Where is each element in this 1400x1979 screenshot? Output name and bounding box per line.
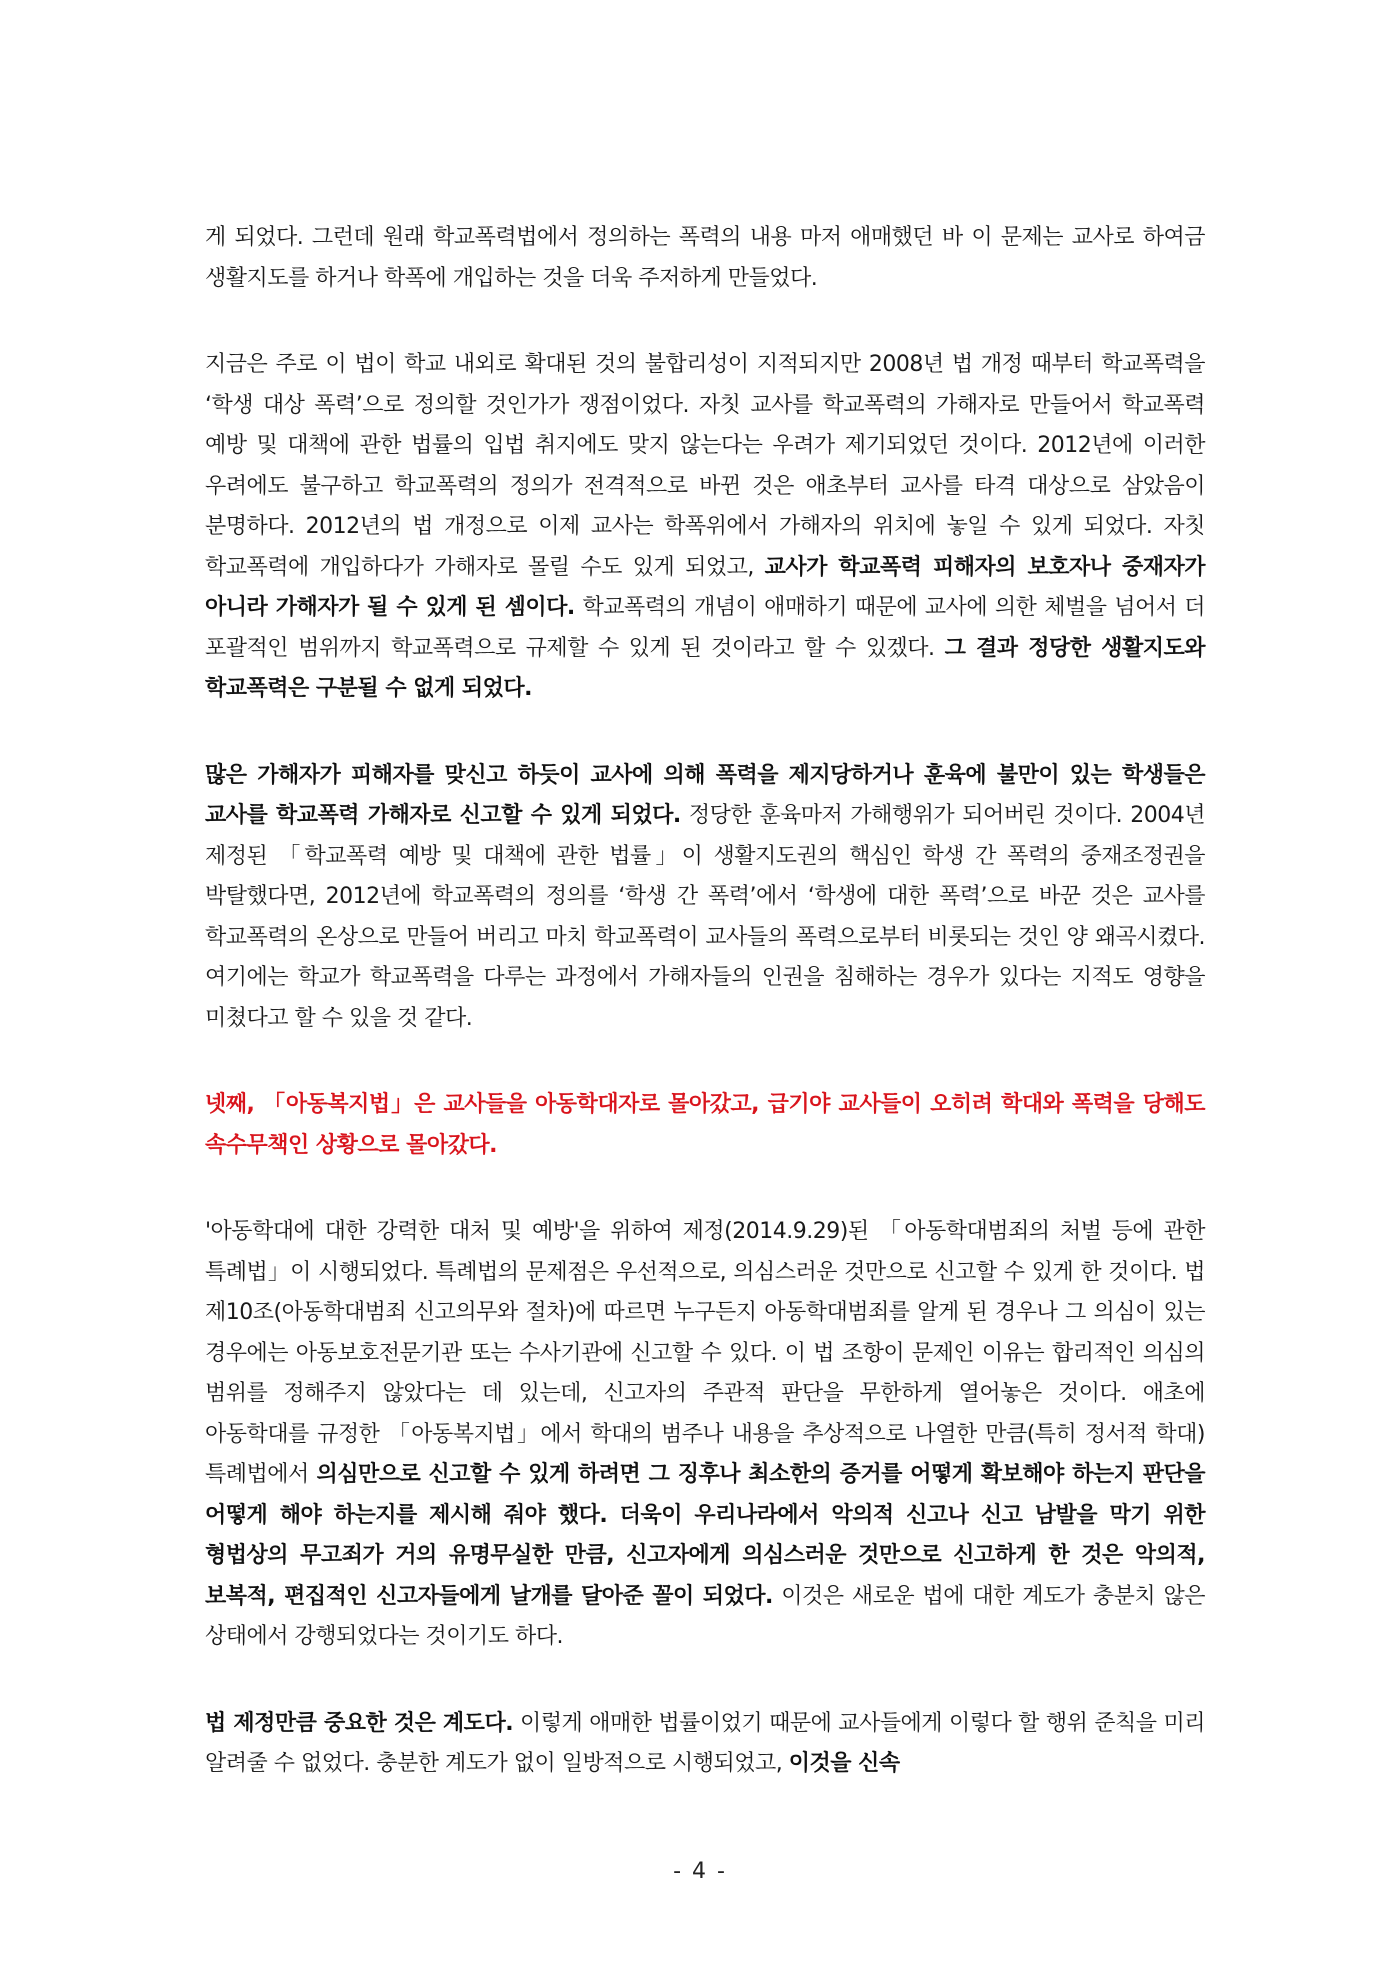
text-segment: 이것은 새로운 법에 대한 계도가 충분치 않은 상태에서 강행되었다는 것이기도 하다. [205,1583,1205,1649]
text-segment: 이렇게 애매한 법률이었기 때문에 교사들에게 이렇다 할 행위 준칙을 미리 알려줄 수 없었다. 충분한 계도가 없이 일방적으로 시행되었고, [205,1710,1205,1776]
bold-text-segment: 많은 가해자가 피해자를 맞신고 하듯이 교사에 의해 폭력을 제지당하거나 훈육에 불만이 있는 학생들은 교사를 학교폭력 가해자로 신고할 수 있게 되었다. [205,762,1205,828]
paragraph-4-heading [205,1085,1205,1166]
text-segment: '아동학대에 대한 강력한 대처 및 예방'을 위하여 제정(2014.9.29)된 「아동학대범죄의 처벌 등에 관한 특례법」이 시행되었다. 특례법의 문제점은 우선적으로, 의심스러운 것만으로 신고할 수 있게 한 것이다. 법 제10조(아동학대범죄 신고의무와 절차)에 따르면 누구든지 아동학대범죄를 알게 된 경우나 그 의심이 있는 경우에는 아동보호전문기관 또는 수사기관에 신고할 수 있다. 이 법 조항이 문제인 이유는 합리적인 의심의 범위를 정해주지 않았다는 데 있는데, 신고자의 주관적 판단을 무한하게 열어놓은 것이다. 애초에 아동학대를 규정한 「아동복지법」에서 학대의 범주나 내용을 추상적으로 나열한 만큼(특히 정서적 학대) 특례법에서 [205,1219,1205,1487]
page-number: - 4 - [673,1859,727,1884]
red-heading-text: 넷째, 「아동복지법」은 교사들을 아동학대자로 몰아갔고, 급기야 교사들이 오히려 학대와 폭력을 당해도 속수무책인 상황으로 몰아갔다. [205,1092,1205,1158]
paragraph-6 [205,1704,1205,1785]
text-segment: 학교폭력의 개념이 애매하기 때문에 교사에 의한 체벌을 넘어서 더 포괄적인 범위까지 학교폭력으로 규제할 수 있게 된 것이라고 할 수 있겠다. [205,595,1206,661]
paragraph-5 [205,1212,1205,1658]
bold-text-segment: 이것을 신속 [788,1751,900,1776]
paragraph-3 [205,756,1205,1040]
bold-text-segment: 교사가 학교폭력 피해자의 보호자나 중재자가 아니라 가해자가 될 수 있게 된 셈이다. [205,554,1205,620]
paragraph-1 [205,218,1205,299]
paragraph-2 [205,345,1205,710]
text-segment: 게 되었다. 그런데 원래 학교폭력법에서 정의하는 폭력의 내용 마저 애매했던 바 이 문제는 교사로 하여금 생활지도를 하거나 학폭에 개입하는 것을 더욱 주저하게 만들었다. [205,225,1205,291]
bold-text-segment: 법 제정만큼 중요한 것은 계도다. [205,1710,514,1736]
bold-text-segment: 그 결과 정당한 생활지도와 학교폭력은 구분될 수 없게 되었다. [205,635,1205,701]
document-body [205,218,1205,1831]
text-segment: 정당한 훈육마저 가해행위가 되어버린 것이다. 2004년 제정된 「학교폭력 예방 및 대책에 관한 법률」이 생활지도권의 핵심인 학생 간 폭력의 중재조정권을 박탈했다면, 2012년에 학교폭력의 정의를 ‘학생 간 폭력’에서 ‘학생에 대한 폭력’으로 바꾼 것은 교사를 학교폭력의 온상으로 만들어 버리고 마치 학교폭력이 교사들의 폭력으로부터 비롯되는 것인 양 왜곡시켰다. 여기에는 학교가 학교폭력을 다루는 과정에서 가해자들의 인권을 침해하는 경우가 있다는 지적도 영향을 미쳤다고 할 수 있을 것 같다. [205,803,1205,1031]
text-segment: 지금은 주로 이 법이 학교 내외로 확대된 것의 불합리성이 지적되지만 2008년 법 개정 때부터 학교폭력을 ‘학생 대상 폭력’으로 정의할 것인가가 쟁점이었다. 자칫 교사를 학교폭력의 가해자로 만들어서 학교폭력 예방 및 대책에 관한 법률의 입법 취지에도 맞지 않는다는 우려가 제기되었던 것이다. 2012년에 이러한 우려에도 불구하고 학교폭력의 정의가 전격적으로 바뀐 것은 애초부터 교사를 타격 대상으로 삼았음이 분명하다. 2012년의 법 개정으로 이제 교사는 학폭위에서 가해자의 위치에 놓일 수 있게 되었다. 자칫 학교폭력에 개입하다가 가해자로 몰릴 수도 있게 되었고, [205,352,1205,580]
bold-text-segment: 의심만으로 신고할 수 있게 하려면 그 징후나 최소한의 증거를 어떻게 확보해야 하는지 판단을 어떻게 해야 하는지를 제시해 줘야 했다. 더욱이 우리나라에서 악의적 신고나 신고 남발을 막기 위한 형법상의 무고죄가 거의 유명무실한 만큼, 신고자에게 의심스러운 것만으로 신고하게 한 것은 악의적, 보복적, 편집적인 신고자들에게 날개를 달아준 꼴이 되었다. [205,1462,1205,1609]
